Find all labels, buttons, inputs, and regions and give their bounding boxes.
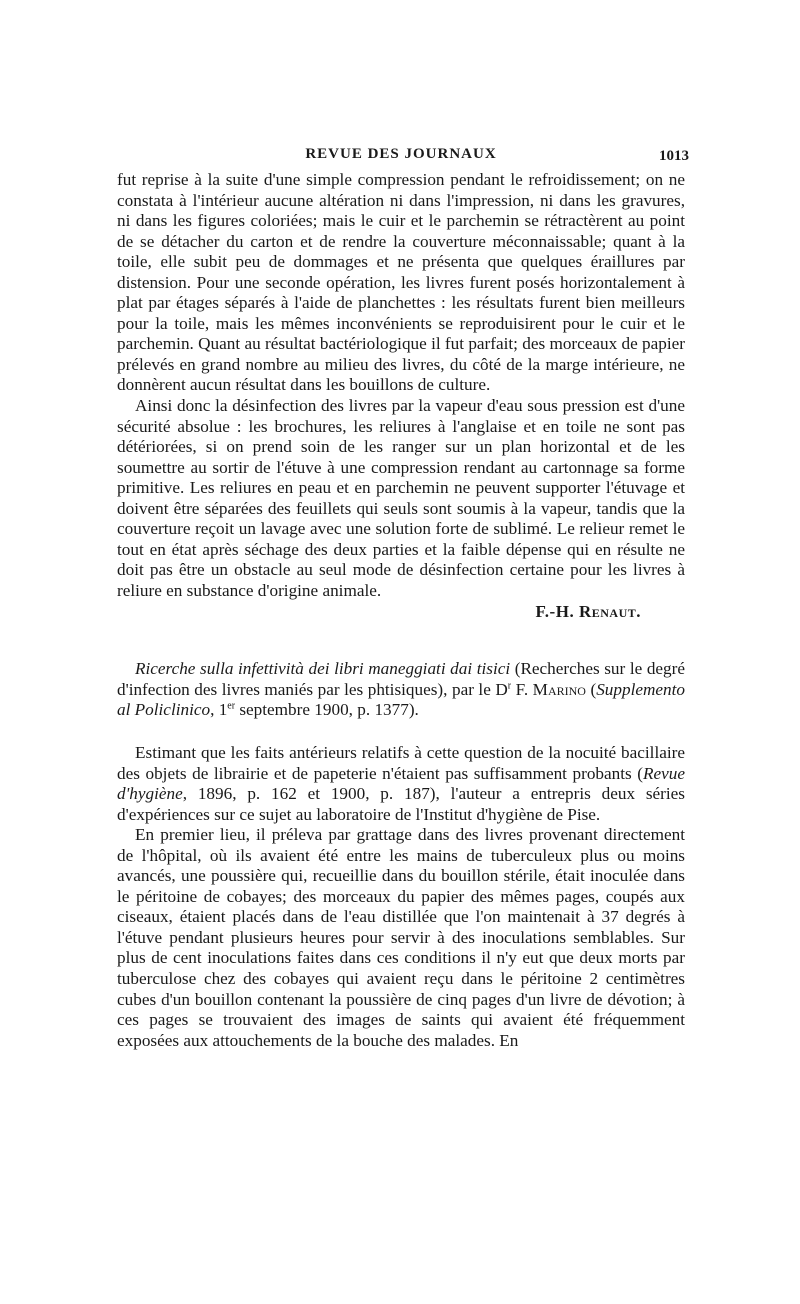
signature-name: Renaut. [578, 602, 641, 622]
author-signature [117, 601, 685, 622]
journal-reference: Revue d'hygiène [117, 763, 685, 804]
source-day-sup: er [227, 700, 236, 712]
paragraph: En premier lieu, il préleva par grattage dans des livres provenant directement de l'hôpital, où ils avaient été entre les mains de tuberculeux plus ou moins avancés, une poussière qui, recueillie dans du bouillon stérile, était inoculée dans le péritoine de cobayes; des morceaux du papier des mêmes pages, coupés aux ciseaux, étaient placés dans de l'eau distillée que l'on maintenait à 37 degrés à l'étuve pendant plusieurs heures pour servir à des inoculations semblables. Sur plus de cent inoculations faites dans ces conditions il n'y eut que deux morts par tuberculose chez des cobayes qui avaient reçu dans le péritoine 2 centimètres cubes d'un bouillon contenant la poussière de cinq pages d'un livre de dévotion; à ces pages se trouvaient des images de saints qui avaient été fréquemment exposées aux attouchements de la bouche des malades. En [117, 825, 685, 1050]
article-title-translation: (Recherches sur le degré d'infection des livres maniés par les phtisiques), par le [117, 659, 685, 699]
signature-initials: F.-H. [535, 602, 579, 622]
source-rest: septembre 1900, p. 1377). [235, 700, 419, 720]
source-open: ( [585, 679, 597, 699]
source-day: , 1 [210, 700, 228, 720]
article-title: Ricerche sulla infettività dei libri maneggiati dai tisici [135, 659, 511, 679]
paragraph-text: Estimant que les faits antérieurs relatifs à cette question de la nocuité bacillaire des objets de librairie et de papeterie n'étaient pas suffisamment probants ( [117, 742, 685, 783]
author-prefix: D [495, 679, 508, 699]
author-name: Marino [532, 679, 586, 699]
article-infettivita-libri [117, 659, 685, 1051]
author-initial: F. [511, 679, 533, 699]
paragraph: Ainsi donc la désinfection des livres par la vapeur d'eau sous pression est d'une sécurité absolue : les brochures, les reliures à l'anglaise et en toile ne sont pas détériorées, si on prend soin de les ranger sur un plan horizontal et de les soumettre au sortir de l'étuve à une compression rendant au cartonnage sa forme primitive. Les reliures en peau et en parchemin ne peuvent supporter l'étuvage et doivent être séparées des feuillets qui seuls sont soumis à la vapeur, tandis que la couverture reçoit un lavage avec une solution forte de sublimé. Le relieur remet le tout en état après séchage des deux parties et la faible dépense qui en résulte ne doit pas être un obstacle au seul mode de désinfection certaine pour les livres à reliure en substance d'origine animale. [117, 396, 685, 600]
paragraph-text: , 1896, p. 162 et 1900, p. 187), l'auteur a entrepris deux séries d'expériences sur ce sujet au laboratoire de l'Institut d'hygiène de Pise. [117, 784, 685, 824]
running-title: REVUE DES JOURNAUX [305, 146, 497, 162]
article-desinfection-livres [117, 170, 685, 622]
paragraph [117, 743, 685, 825]
article-citation [117, 659, 685, 721]
page-number: 1013 [659, 148, 689, 164]
source-journal: Supplemento al Policlinico [117, 679, 685, 720]
author-prefix-sup: r [507, 680, 512, 692]
page-header [117, 140, 689, 170]
document-page [117, 140, 689, 1051]
paragraph: fut reprise à la suite d'une simple compression pendant le refroidissement; on ne constata à l'intérieur aucune altération ni dans l'impression, ni dans les gravures, ni dans les figures coloriées; mais le cuir et le parchemin se rétractèrent au point de se détacher du carton et de rendre la couverture méconnaissable; quant à la toile, elle subit peu de dommages et ne présenta que quelques éraillures par distension. Pour une seconde opération, les livres furent posés horizontalement à plat par étages séparés à l'aide de planchettes : les résultats furent bien meilleurs pour la toile, mais les mêmes inconvénients se reproduisirent pour le cuir et le parchemin. Quant au résultat bactériologique il fut parfait; des morceaux de papier prélevés en grand nombre au milieu des livres, du côté de la marge intérieure, ne donnèrent aucun résultat dans les bouillons de culture. [117, 170, 685, 395]
